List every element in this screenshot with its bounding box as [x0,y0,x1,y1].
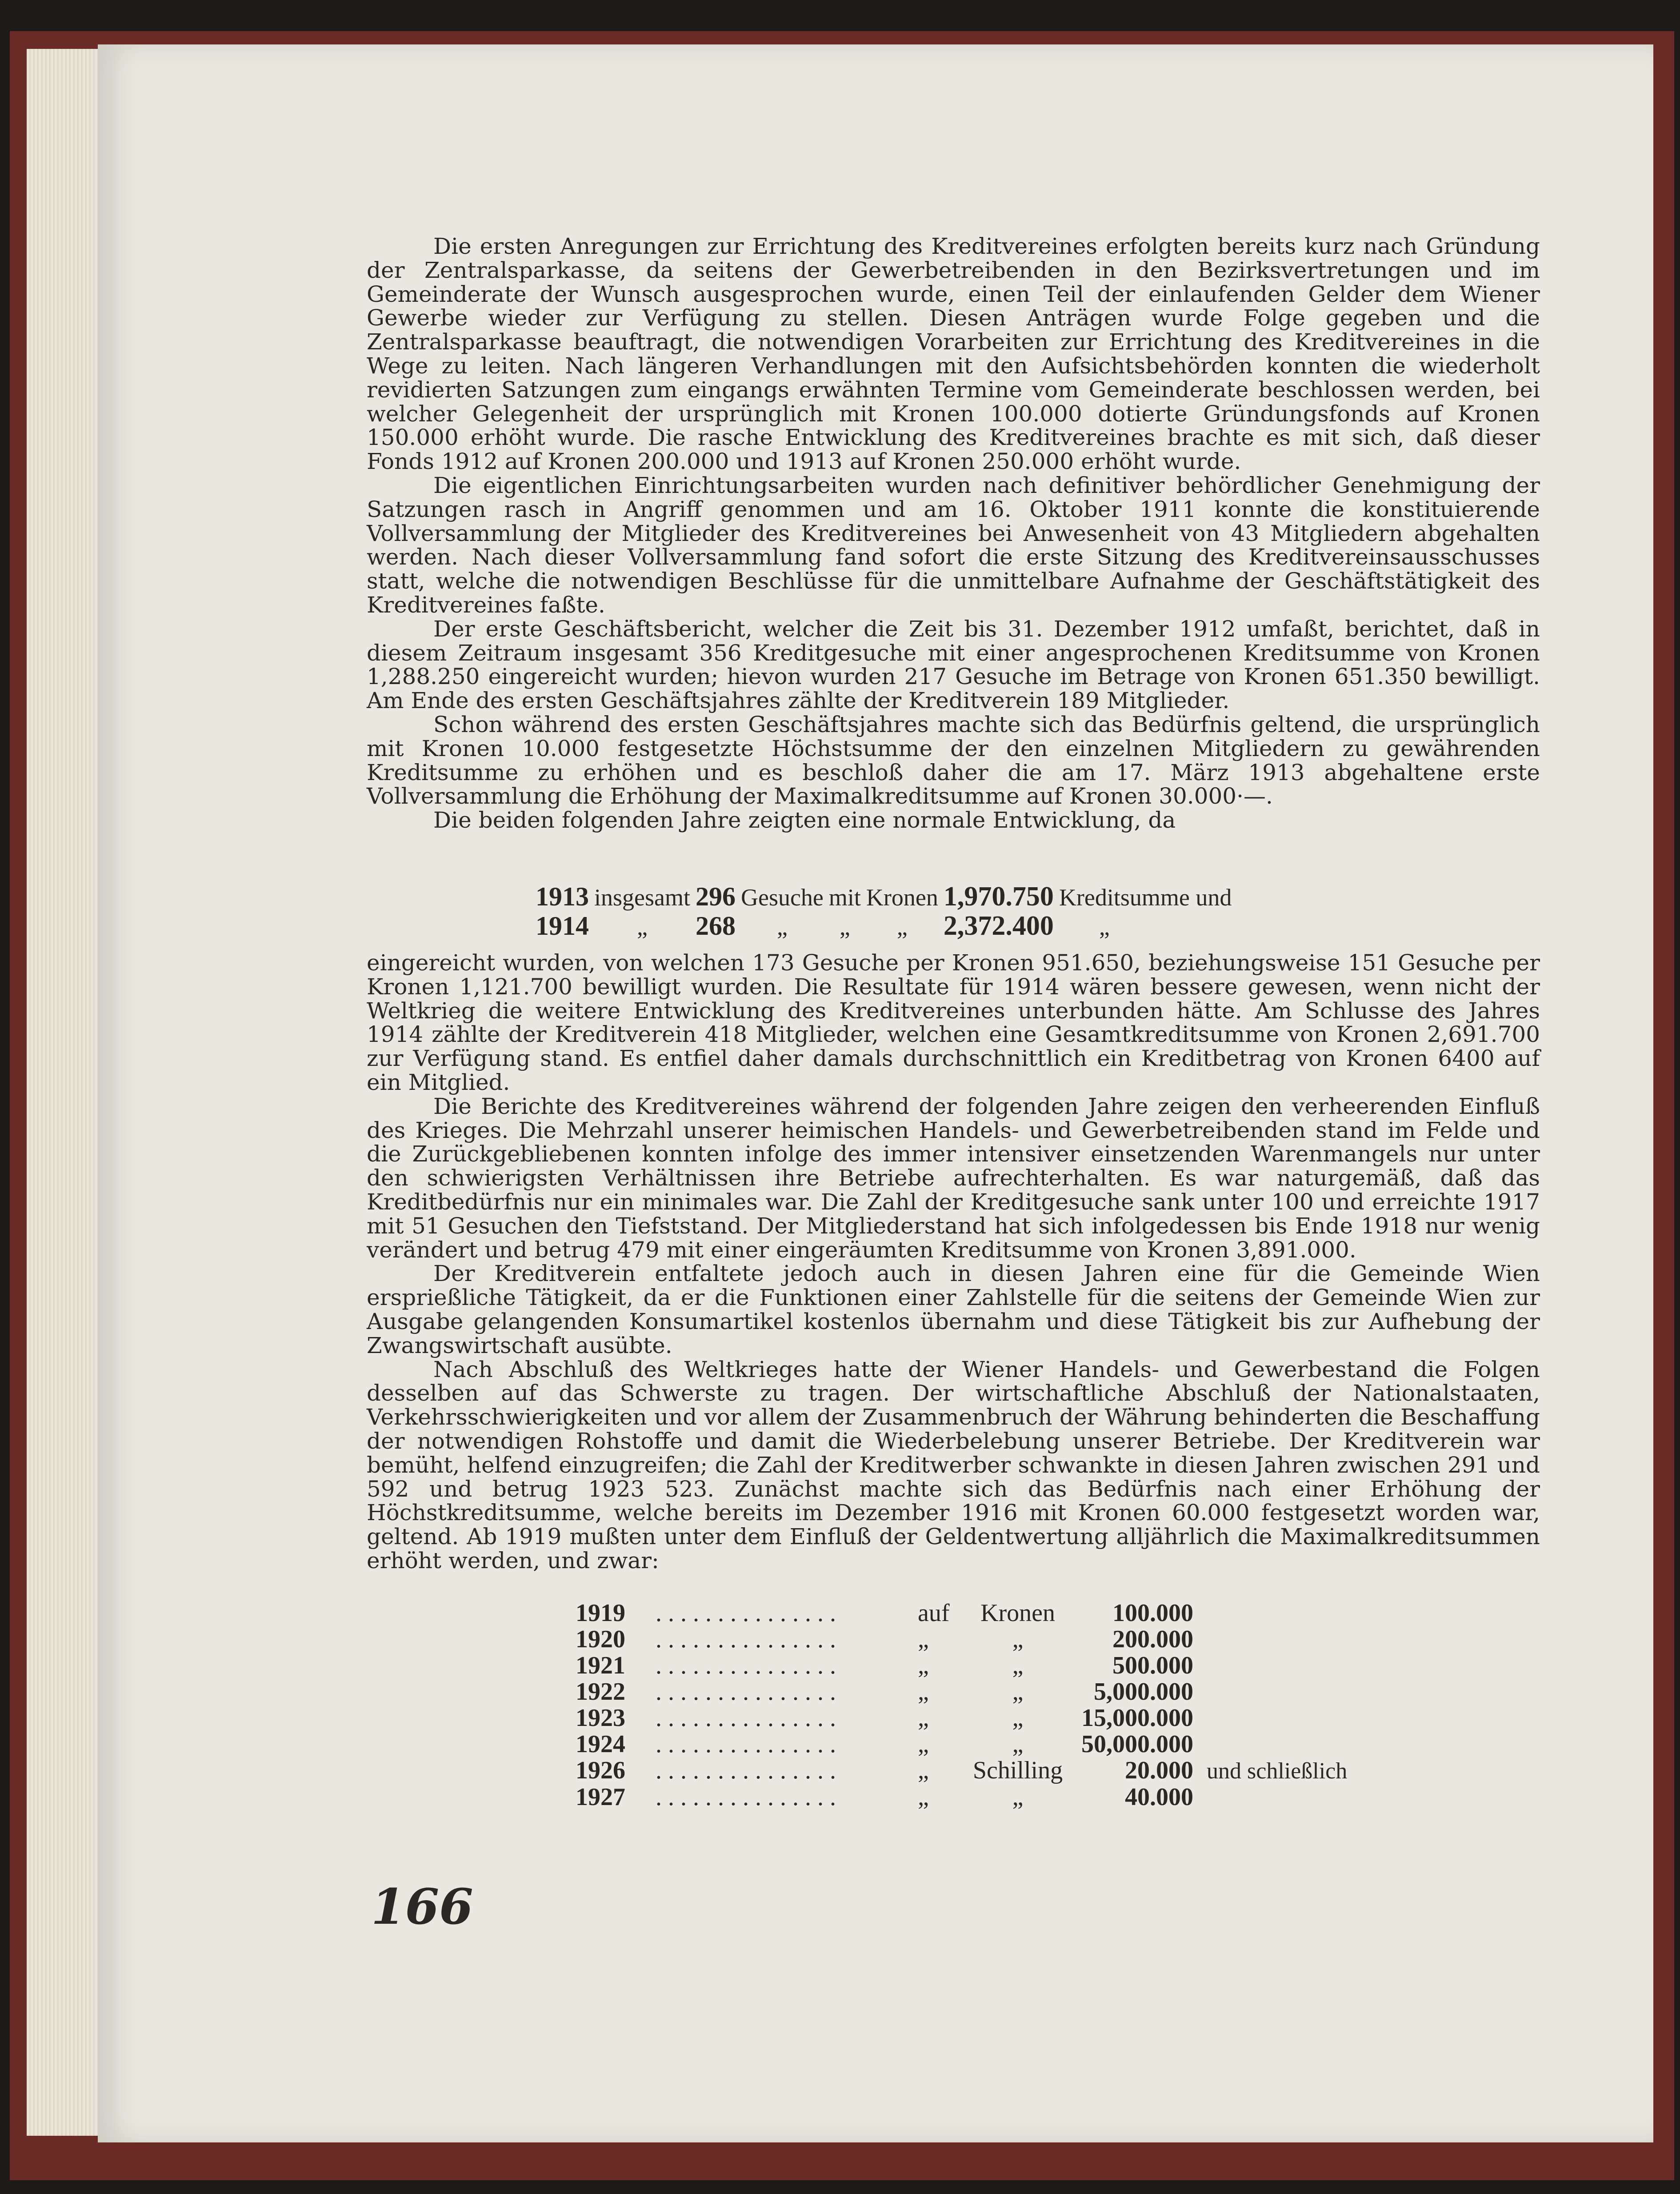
note-cell [1193,1679,1347,1705]
table-row [576,1731,1347,1758]
sum-cell: 2,372.400 [943,911,1054,941]
table-row [576,1705,1347,1731]
paragraph: Die ersten Anregungen zur Errichtung des Kreditvereines erfolgten bereits kurz nach Gründung der Zentralsparkasse, da seitens der Gewerbetreibenden in den Bezirksvertretungen und im Gemeinderate der Wunsch ausgesprochen wurde, einen Teil der einlaufenden Gelder dem Wiener Gewerbe wieder zur Verfügung zu stellen. Diesen Anträgen wurde Folge gegeben und die Zentralsparkasse beauftragt, die notwendigen Vorarbeiten zur Errichtung des Kreditvereines in die Wege zu leiten. Nach längeren Verhandlungen mit den Aufsichtsbehörden konnten die wiederholt revidierten Satzungen zum eingangs erwähnten Termine vom Gemeinderate beschlossen werden, bei welcher Gelegenheit der ursprünglich mit Kronen 100.000 dotierte Gründungsfonds auf Kronen 150.000 erhöht wurde. Die rasche Entwicklung des Kreditvereines brachte es mit sich, daß dieser Fonds 1912 auf Kronen 200.000 und 1913 auf Kronen 250.000 erhöht wurde. [367,233,1540,475]
amount-cell: 50,000.000 [1081,1730,1193,1758]
text-cell: mit [828,884,861,911]
leader-dots: ............... [656,1783,842,1811]
leader-dots: ............... [656,1625,842,1653]
leader-dots: ............... [656,1678,842,1706]
table-row [576,1758,1347,1784]
text-cell: „ [776,913,788,940]
table-1913-1914 [536,882,1237,941]
text-cell: Kronen [866,884,938,911]
year-cell: 1913 [536,882,589,911]
count-cell: 296 [695,882,736,911]
year-cell: 1927 [576,1783,625,1811]
leader-dots: ............... [656,1757,842,1784]
table-row [576,1679,1347,1705]
table-row [576,1653,1347,1679]
sum-cell: 1,970.750 [943,881,1054,912]
amount-cell: 15,000.000 [1081,1704,1193,1732]
unit-cell: „ [918,1783,929,1811]
page-number: 166 [371,1878,473,1935]
amount-cell: 40.000 [1125,1783,1193,1811]
currency-cell: Kronen [980,1599,1055,1627]
paragraph: Der Kreditverein entfaltete jedoch auch in diesen Jahren eine für die Gemeinde Wien ersprießliche Tätigkeit, da er die Funktionen einer Zahlstelle für die seitens der Gemeinde Wien zur Ausgabe gelangenden Konsumartikel kostenlos übernahm und diese Tätigkeit bis zur Aufhebung der Zwangswirtschaft ausübte. [367,1261,1540,1358]
paragraph: Die Berichte des Kreditvereines während der folgenden Jahre zeigen den verheerenden Einfluß des Krieges. Die Mehrzahl unserer heimischen Handels- und Gewerbetreibenden stand im Felde und die Zurückgebliebenen konnten infolge des immer intensiver einsetzenden Warenmangels nur unter den schwierigsten Verhältnissen ihre Betriebe aufrechterhalten. Es war naturgemäß, daß das Kreditbedürfnis nur ein minimales war. Die Zahl der Kreditgesuche sank unter 100 und erreichte 1917 mit 51 Gesuchen den Tiefststand. Der Mitgliederstand hat sich infolgedessen bis Ende 1918 nur wenig verändert und betrug 479 mit einer eingeräumten Kreditsumme von Kronen 3,891.000. [367,1093,1540,1263]
note-cell [1193,1705,1347,1731]
text-cell: insgesamt [594,884,690,911]
currency-cell: „ [1012,1783,1024,1811]
count-cell: 268 [695,911,736,941]
paragraph: Die beiden folgenden Jahre zeigten eine normale Entwicklung, da [433,807,1176,833]
leader-dots: ............... [656,1730,842,1758]
paragraph: Der erste Geschäftsbericht, welcher die Zeit bis 31. Dezember 1912 umfaßt, berichtet, daß in diesem Zeitraum insgesamt 356 Kreditgesuche mit einer angesprochenen Kreditsumme von Kronen 1,288.250 eingereicht wurden; hievon wurden 217 Gesuche im Betrage von Kronen 651.350 bewilligt. Am Ende des ersten Geschäftsjahres zählte der Kreditverein 189 Mitglieder. [367,616,1540,714]
page-edges [27,49,107,2136]
amount-cell: 100.000 [1112,1599,1193,1627]
paragraph: eingereicht wurden, von welchen 173 Gesuche per Kronen 951.650, beziehungsweise 151 Gesuche per Kronen 1,121.700 bewilligt wurden. Die Resultate für 1914 wären bessere gewesen, wenn nicht der Weltkrieg die weitere Entwicklung des Kreditvereines unterbunden hätte. Am Schlusse des Jahres 1914 zählte der Kreditverein 418 Mitglieder, welchen eine Gesamtkreditsumme von Kronen 2,691.700 zur Verfügung stand. Es entfiel daher damals durchschnittlich ein Kreditbetrag von Kronen 6400 auf ein Mitglied. [367,950,1540,1095]
note-cell [1193,1731,1347,1758]
unit-cell: „ [918,1704,929,1732]
table-row [576,1626,1347,1653]
currency-cell: „ [1012,1678,1024,1706]
text-cell: „ [839,913,850,940]
paragraph: Nach Abschluß des Weltkrieges hatte der Wiener Handels- und Gewerbestand die Folgen desselben auf das Schwerste zu tragen. Der wirtschaftliche Abschluß der Nationalstaaten, Verkehrsschwierigkeiten und vor allem der Zusammenbruch der Währung behinderten die Beschaffung der notwendigen Rohstoffe und damit die Wiederbelebung unserer Betriebe. Der Kreditverein war bemüht, helfend einzugreifen; die Zahl der Kreditwerber schwankte in diesen Jahren zwischen 291 und 592 und betrug 1923 523. Zunächst machte sich das Bedürfnis nach einer Erhöhung der Höchstkreditsumme, welche bereits im Dezember 1916 mit Kronen 60.000 festgesetzt worden war, geltend. Ab 1919 mußten unter dem Einfluß der Geldentwertung alljährlich die Maximalkreditsummen erhöht werden, und zwar: [367,1356,1540,1573]
amount-cell: 5,000.000 [1094,1678,1193,1706]
body-text-bottom [367,951,1540,1573]
note-cell [1193,1784,1347,1810]
unit-cell: auf [918,1599,950,1627]
unit-cell: „ [918,1625,929,1653]
unit-cell: „ [918,1652,929,1679]
year-cell: 1919 [576,1599,625,1627]
amount-cell: 200.000 [1112,1625,1193,1653]
currency-cell: „ [1012,1652,1024,1679]
year-cell: 1923 [576,1704,625,1732]
text-cell: Gesuche [740,884,824,911]
unit-cell: „ [918,1678,929,1706]
table-row [576,1784,1347,1810]
table-row [576,1600,1347,1626]
leader-dots: ............... [656,1599,842,1627]
leader-dots: ............... [656,1704,842,1732]
table-row [536,912,1237,941]
text-cell: Kreditsumme und [1059,884,1232,911]
currency-cell: Schilling [972,1757,1063,1784]
note-cell [1193,1653,1347,1679]
leader-dots: ............... [656,1652,842,1679]
currency-cell: „ [1012,1704,1024,1732]
year-cell: 1920 [576,1625,625,1653]
text-cell: „ [896,913,908,940]
note-cell [1193,1626,1347,1653]
year-cell: 1922 [576,1678,625,1706]
amount-cell: 20.000 [1125,1757,1193,1784]
table-row [536,882,1237,912]
body-text-top [367,235,1540,833]
text-cell: „ [1099,913,1110,940]
unit-cell: „ [918,1757,929,1784]
note-cell: und schließlich [1207,1758,1348,1784]
currency-cell: „ [1012,1625,1024,1653]
table-max-credit [576,1600,1347,1810]
paragraph: Schon während des ersten Geschäftsjahres machte sich das Bedürfnis geltend, die ursprünglich mit Kronen 10.000 festgesetzte Höchstsumme der den einzelnen Mitgliedern zu gewährenden Kreditsumme zu erhöhen und es beschloß daher die am 17. März 1913 abgehaltene erste Vollversammlung die Erhöhung der Maximalkreditsumme auf Kronen 30.000·—. [367,711,1540,809]
year-cell: 1924 [576,1730,625,1758]
year-cell: 1926 [576,1757,625,1784]
note-cell [1193,1600,1347,1626]
currency-cell: „ [1012,1730,1024,1758]
year-cell: 1914 [536,911,589,941]
year-cell: 1921 [576,1652,625,1679]
text-cell: „ [637,913,648,940]
paragraph: Die eigentlichen Einrichtungsarbeiten wurden nach definitiver behördlicher Genehmigung der Satzungen rasch in Angriff genommen und am 16. Oktober 1911 konnte die konstituierende Vollversammlung der Mitglieder des Kreditvereines bei Anwesenheit von 43 Mitgliedern abgehalten werden. Nach dieser Vollversammlung fand sofort die erste Sitzung des Kreditvereinsausschusses statt, welche die notwendigen Beschlüsse für die unmittelbare Aufnahme der Geschäftstätigkeit des Kreditvereines faßte. [367,472,1540,618]
amount-cell: 500.000 [1112,1652,1193,1679]
unit-cell: „ [918,1730,929,1758]
